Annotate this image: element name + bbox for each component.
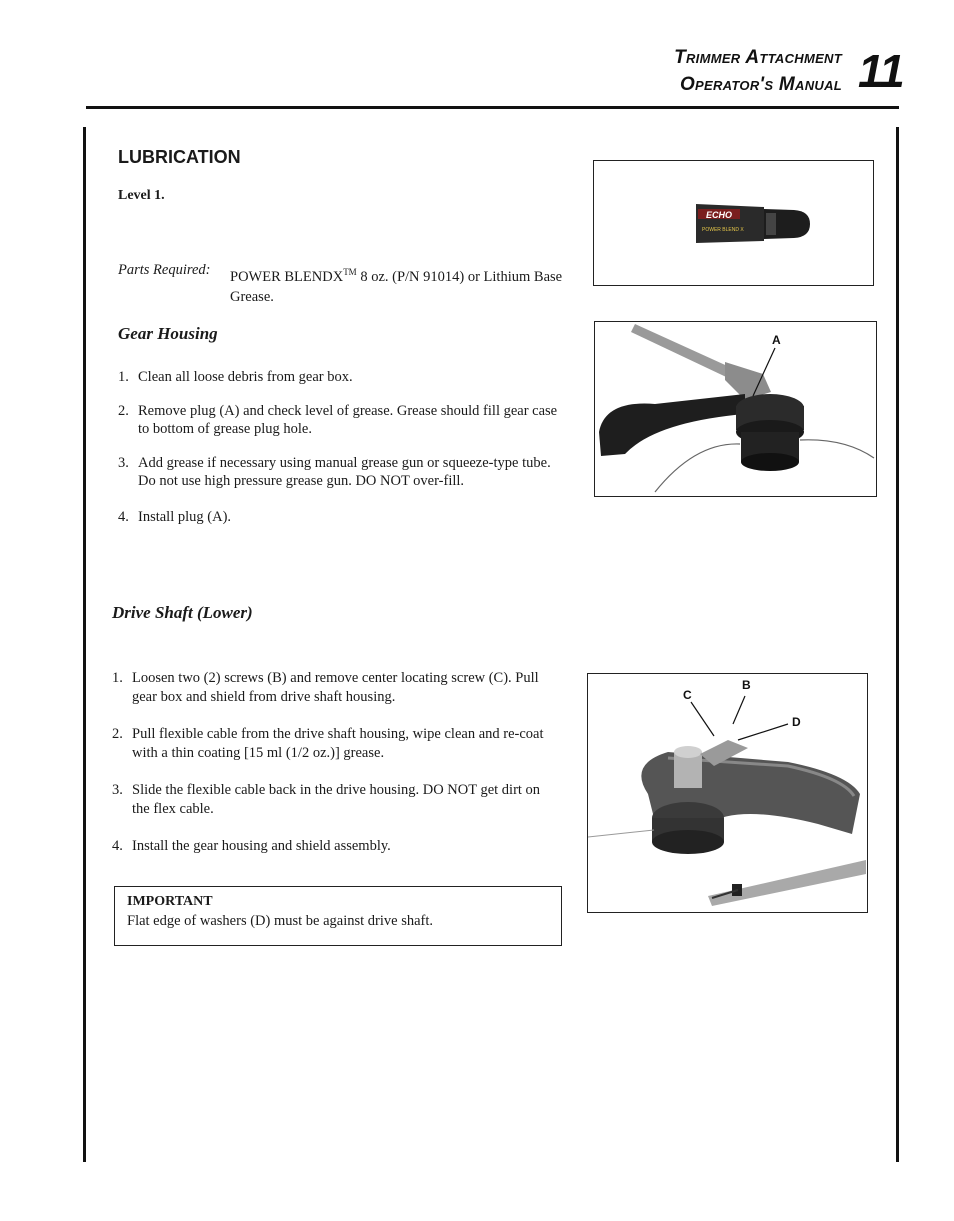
important-notice: [114, 886, 562, 946]
gear-housing-image: [594, 321, 877, 497]
drive-step-2: 2. Pull flexible cable from the drive shaft housing, wipe clean and re-coat with a thin coating [15 ml (1/2 oz.)] grease.: [112, 726, 544, 761]
drive-step-4: 4. Install the gear housing and shield assembly.: [112, 838, 391, 854]
gear-housing-illustration: [595, 322, 876, 496]
callout-a: A: [772, 333, 781, 347]
drive-shaft-steps: [112, 669, 552, 856]
gear-step-4: 4. Install plug (A).: [118, 509, 232, 525]
level-label: Level 1.: [118, 188, 165, 203]
parts-value-product: POWER BLENDX: [230, 268, 344, 285]
parts-value-rest: 8 oz. (P/N 91014) or Lithium Base Grease.: [230, 268, 563, 305]
section-title: LUBRICATION: [118, 147, 241, 167]
callout-c: C: [683, 688, 692, 702]
important-body: Flat edge of washers (D) must be against drive shaft.: [127, 913, 434, 929]
gear-housing-steps: [118, 368, 563, 526]
grease-tube-image: [593, 160, 874, 286]
manual-title-line1: Trimmer Attachment: [674, 47, 842, 68]
gear-step-1: 1. Clean all loose debris from gear box.: [118, 369, 353, 385]
drive-shaft-image: [587, 673, 868, 913]
drive-shaft-heading: Drive Shaft (Lower): [112, 603, 253, 622]
important-title: IMPORTANT: [127, 894, 213, 909]
header-rule: [86, 106, 899, 109]
grease-tube-illustration: [594, 161, 873, 285]
trademark-mark: TM: [343, 267, 357, 277]
callout-b: B: [742, 678, 751, 692]
manual-title-line2: Operator's Manual: [679, 74, 842, 95]
gear-step-2: 2. Remove plug (A) and check level of grease. Grease should fill gear case to bottom of grease plug hole.: [118, 403, 558, 437]
callout-d: D: [792, 715, 801, 729]
drive-step-3: 3. Slide the flexible cable back in the drive housing. DO NOT get dirt on the flex cable.: [112, 782, 541, 817]
drive-step-1: 1. Loosen two (2) screws (B) and remove center locating screw (C). Pull gear box and shield from drive shaft housing.: [112, 670, 539, 705]
tube-brand-text: ECHO: [706, 210, 733, 220]
drive-shaft-illustration: [588, 674, 867, 912]
page-number: 11: [858, 45, 904, 97]
right-margin-rule: [896, 127, 899, 1162]
gear-step-3: 3. Add grease if necessary using manual grease gun or squeeze-type tube. Do not use high pressure grease gun. DO NOT over-fill.: [118, 455, 551, 489]
parts-required-label: Parts Required:: [118, 262, 211, 278]
manual-title: [674, 44, 842, 98]
left-margin-rule: [83, 127, 86, 1162]
tube-product-text: POWER BLEND X: [702, 227, 744, 233]
gear-housing-heading: Gear Housing: [118, 324, 218, 343]
parts-required-value: [230, 262, 570, 307]
